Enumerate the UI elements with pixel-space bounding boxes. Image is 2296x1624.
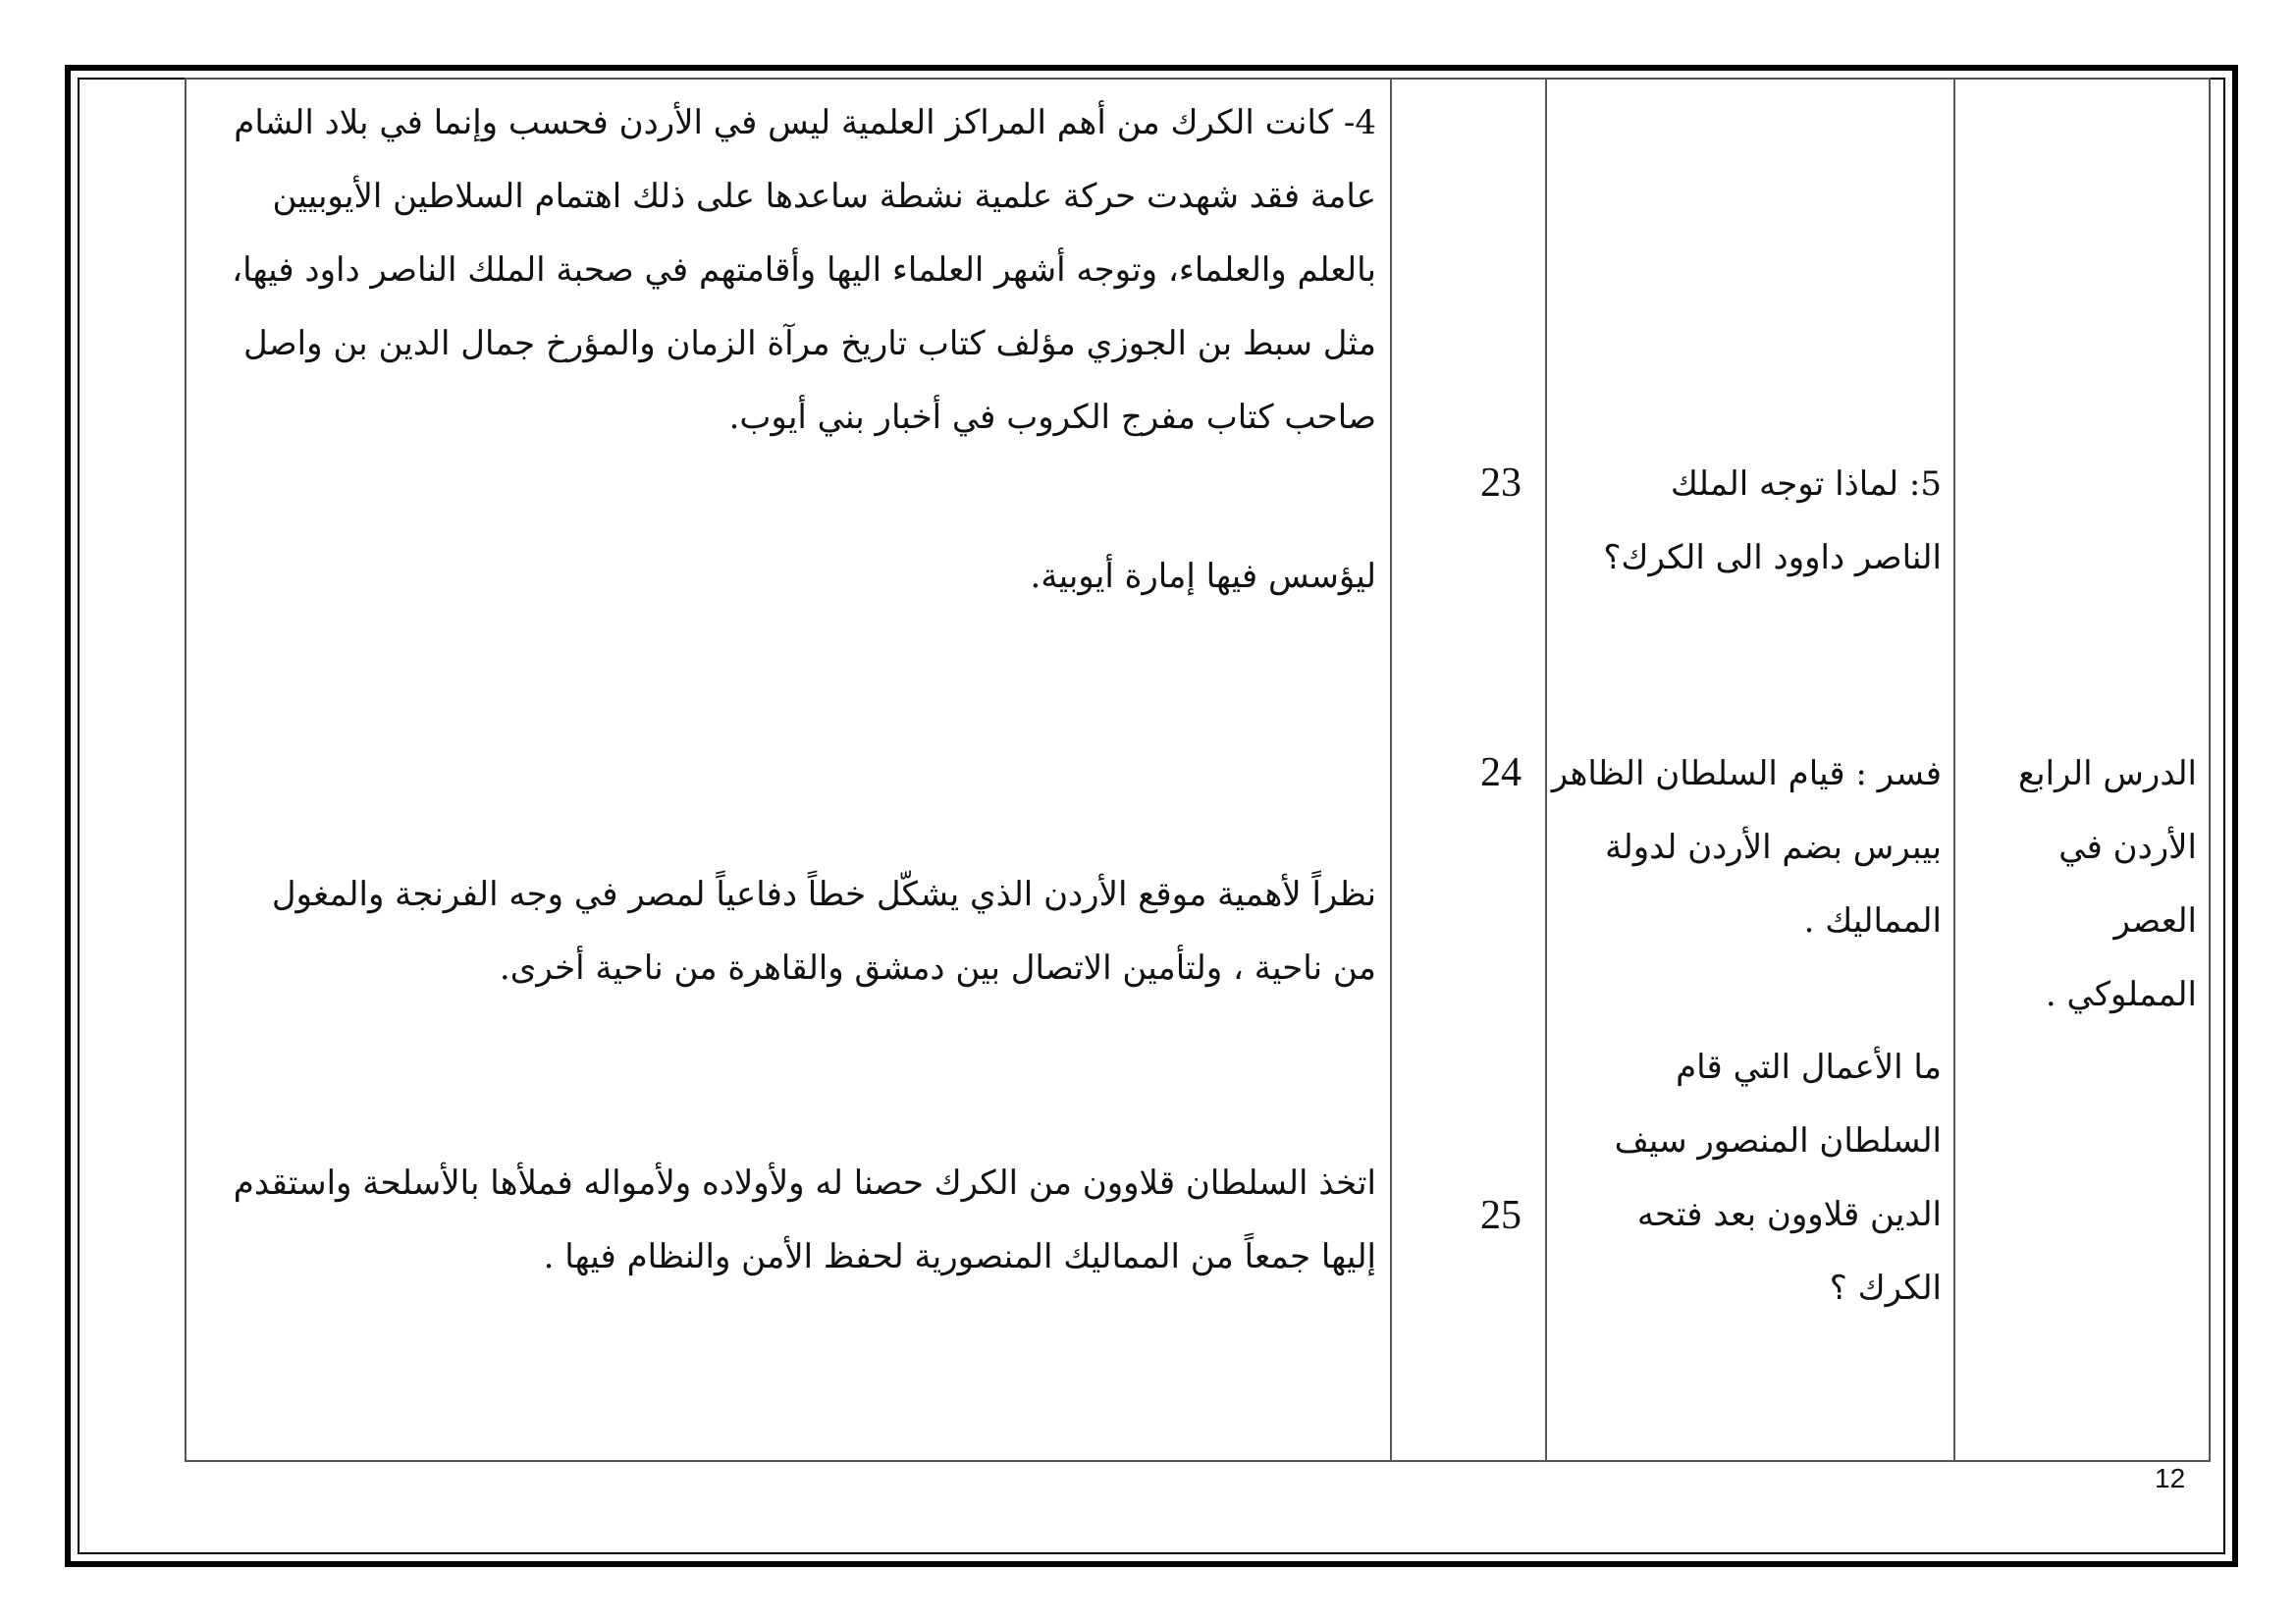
answer-4-line-1: 4- كانت الكرك من أهم المراكز العلمية ليس في الأردن فحسب وإنما في بلاد الشام bbox=[234, 103, 1376, 142]
question-5-line-1: 5: لماذا توجه الملك bbox=[1670, 464, 1942, 504]
lesson-title-line-2: الأردن في bbox=[2058, 828, 2197, 867]
answer-4-line-5: صاحب كتاب مفرج الكروب في أخبار بني أيوب. bbox=[728, 398, 1376, 437]
lesson-title-cell bbox=[1954, 79, 2210, 1461]
lesson-title-line-4: المملوكي . bbox=[2045, 975, 2197, 1014]
answer-explain-line-1: نظراً لأهمية موقع الأردن الذي يشكّل خطاً دفاعياً لمصر في وجه الفرنجة والمغول bbox=[271, 875, 1376, 914]
page-ref-24: 24 bbox=[1480, 750, 1522, 795]
answer-4-line-2: عامة فقد شهدت حركة علمية نشطة ساعدها على ذلك اهتمام السلاطين الأيوبيين bbox=[272, 177, 1376, 216]
question-works-line-2: السلطان المنصور سيف bbox=[1614, 1121, 1942, 1161]
answer-works-line-2: إليها جمعاً من المماليك المنصورية لحفظ الأمن والنظام فيها . bbox=[543, 1237, 1376, 1276]
question-explain-line-2: بيبرس بضم الأردن لدولة bbox=[1605, 828, 1942, 867]
page-ref-25: 25 bbox=[1480, 1193, 1522, 1238]
page-ref-23: 23 bbox=[1480, 460, 1522, 506]
answer-4-line-4: مثل سبط بن الجوزي مؤلف كتاب تاريخ مرآة الزمان والمؤرخ جمال الدين بن واصل bbox=[243, 324, 1376, 363]
answer-cell bbox=[186, 79, 1391, 1461]
lesson-title-line-3: العصر bbox=[2113, 901, 2197, 941]
answer-works-line-1: اتخذ السلطان قلاوون من الكرك حصنا له ولأولاده ولأمواله فملأها بالأسلحة واستقدم bbox=[233, 1164, 1376, 1203]
answer-5-line-1: ليؤسس فيها إمارة أيوبية. bbox=[1030, 557, 1376, 596]
answer-4-line-3: بالعلم والعلماء، وتوجه أشهر العلماء اليها وأقامتهم في صحبة الملك الناصر داود فيها، bbox=[232, 250, 1376, 290]
page-number: 12 bbox=[2155, 1463, 2186, 1493]
question-explain-line-1: فسر : قيام السلطان الظاهر bbox=[1551, 754, 1942, 793]
lesson-title-line-1: الدرس الرابع bbox=[2018, 754, 2197, 793]
question-works-line-3: الدين قلاوون بعد فتحه bbox=[1636, 1195, 1942, 1234]
page-ref-cell bbox=[1391, 79, 1546, 1461]
question-works-line-1: ما الأعمال التي قام bbox=[1676, 1048, 1942, 1087]
question-explain-line-3: المماليك . bbox=[1803, 901, 1942, 941]
answer-explain-line-2: من ناحية ، ولتأمين الاتصال بين دمشق والقاهرة من ناحية أخرى. bbox=[499, 948, 1376, 988]
lesson-table bbox=[185, 78, 2211, 1462]
question-5-line-2: الناصر داوود الى الكرك؟ bbox=[1603, 538, 1942, 577]
question-cell bbox=[1546, 79, 1954, 1461]
question-works-line-4: الكرك ؟ bbox=[1829, 1269, 1942, 1308]
